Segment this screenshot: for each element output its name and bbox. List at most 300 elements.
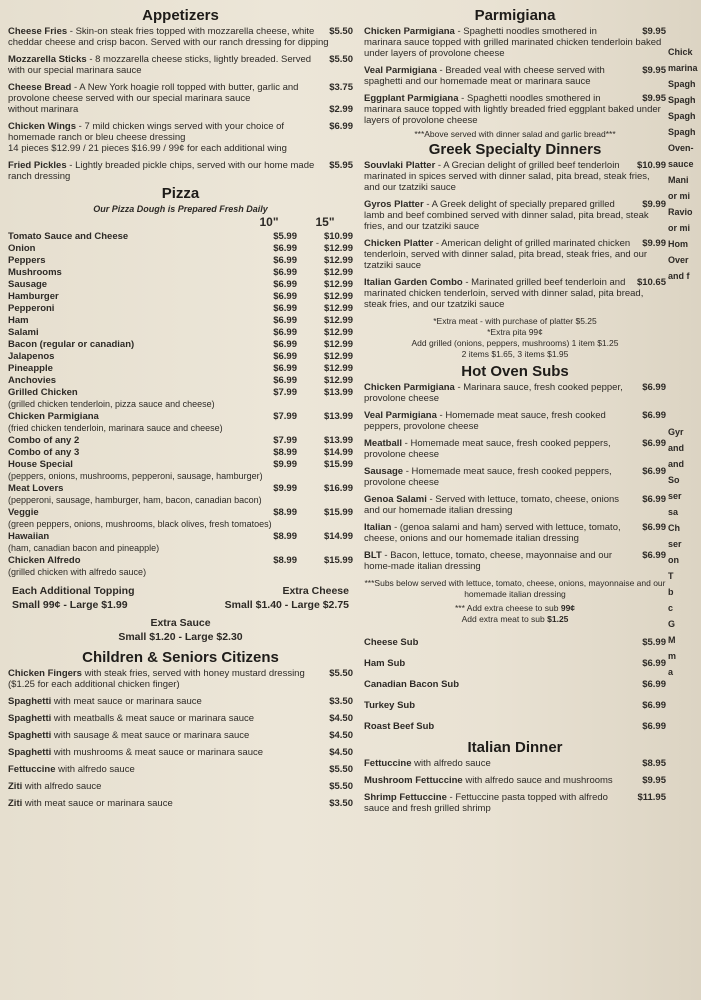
pizza-name: Hamburger	[8, 291, 59, 302]
extra-cheese-label: Extra Cheese	[282, 585, 349, 597]
subs-title: Hot Oven Subs	[461, 363, 569, 380]
pizza-note: (grilled chicken tenderloin, pizza sauce and cheese)	[8, 399, 215, 409]
pizza-price-15: $15.99	[323, 507, 353, 518]
grilled-add-price: $1.25	[597, 338, 619, 348]
extra-sauce-label: Extra Sauce	[150, 617, 211, 629]
italian-list	[364, 758, 666, 814]
pizza-price-10: $6.99	[273, 243, 297, 254]
item-price: $9.95	[642, 65, 666, 76]
item-name: Cheese Bread	[8, 82, 72, 93]
pizza-price-10: $6.99	[273, 363, 297, 374]
pizza-name: Salami	[8, 327, 39, 338]
pizza-size-header	[8, 217, 353, 228]
pizza-note: (grilled chicken with alfredo sauce)	[8, 567, 147, 577]
pizza-list	[8, 231, 353, 578]
item-description: - Homemade meat sauce, fresh cooked peppers, provolone cheese	[364, 438, 611, 460]
pizza-row	[8, 303, 353, 314]
item-price: $5.95	[329, 160, 353, 171]
item-price: $5.50	[329, 764, 353, 775]
item-description: - Breaded veal with cheese served with spaghetti and our homemade meat or marinara sauce	[364, 65, 605, 87]
item-description: - Homemade meat sauce, fresh cooked peppers, provolone cheese	[364, 410, 606, 432]
item-description: - (genoa salami and ham) served with lettuce, tomato, cheese, onions and our homemade italian dressing	[364, 522, 621, 544]
cutoff-text: and f	[668, 271, 690, 281]
pizza-row	[8, 339, 353, 350]
item-price: $6.99	[642, 438, 666, 449]
pizza-price-10: $6.99	[273, 279, 297, 290]
item-price: $6.99	[642, 410, 666, 421]
item-price: $6.99	[642, 522, 666, 533]
extra-meat-price: $5.25	[575, 316, 597, 326]
pizza-name: Sausage	[8, 279, 48, 290]
pizza-name: Veggie	[8, 507, 39, 518]
pizza-row	[8, 279, 353, 290]
item-price: $6.99	[642, 494, 666, 505]
pizza-price-15: $12.99	[323, 243, 353, 254]
add-cheese-label: *** Add extra cheese to sub	[454, 603, 559, 613]
cutoff-text: So	[668, 475, 680, 485]
cutoff-text: M	[668, 635, 676, 645]
sub-name: Cheese Sub	[364, 637, 419, 648]
pizza-name: Hawaiian	[8, 531, 50, 542]
item-price: $5.50	[329, 781, 353, 792]
pizza-price-15: $12.99	[323, 339, 353, 350]
item-description: with mushrooms & meat sauce or marinara sauce	[53, 747, 264, 758]
pizza-name: Pineapple	[8, 363, 53, 374]
sub-name: Ham Sub	[364, 658, 406, 669]
item-extra	[8, 143, 353, 154]
subs-note: ***Subs below served with lettuce, tomato, cheese, onions, mayonnaise and our homemade italian dressing	[364, 578, 666, 599]
sub-name: Canadian Bacon Sub	[364, 679, 460, 690]
cutoff-text: Spagh	[668, 111, 696, 121]
extra-cheese-prices: Small $1.40 - Large $2.75	[224, 599, 349, 611]
pizza-row	[8, 387, 353, 398]
size-15-label: 15"	[315, 215, 335, 229]
sub-row	[364, 637, 666, 648]
item-price: $4.50	[329, 713, 353, 724]
item-name: Shrimp Fettuccine	[364, 792, 447, 803]
item-name: Spaghetti	[8, 696, 52, 707]
item-description: with alfredo sauce and mushrooms	[465, 775, 613, 786]
sub-row	[364, 658, 666, 669]
item-description: - Spaghetti noodles smothered in marinara sauce topped with lightly breaded fried eggplant baked under layers of provolone cheese	[364, 93, 661, 126]
item-name: Souvlaki Platter	[364, 160, 436, 171]
item-description: with meat sauce or marinara sauce	[53, 696, 202, 707]
sub-price: $5.99	[642, 637, 666, 648]
sub-price: $6.99	[642, 721, 666, 732]
cutoff-text: Over	[668, 255, 689, 265]
item-price: $3.50	[329, 696, 353, 707]
pizza-name: Mushrooms	[8, 267, 62, 278]
menu-item	[8, 730, 353, 741]
pizza-row	[8, 435, 353, 446]
item-name: Gyros Platter	[364, 199, 424, 210]
extra-sauce-prices: Small $1.20 - Large $2.30	[118, 631, 243, 643]
item-name: Fettuccine	[8, 764, 56, 775]
pizza-price-15: $12.99	[323, 279, 353, 290]
children-title: Children & Seniors Citizens	[82, 649, 279, 666]
cutoff-text: T	[668, 571, 674, 581]
pizza-price-10: $7.99	[273, 435, 297, 446]
toppings-block	[8, 584, 353, 644]
pizza-price-15: $12.99	[323, 327, 353, 338]
item-name: Veal Parmigiana	[364, 410, 437, 421]
sub-price: $6.99	[642, 658, 666, 669]
pizza-price-10: $6.99	[273, 255, 297, 266]
menu-item	[364, 522, 666, 544]
menu-item	[364, 775, 666, 786]
menu-item	[8, 121, 353, 154]
menu-item	[8, 747, 353, 758]
item-extra-price: $2.99	[329, 104, 353, 115]
item-description: - Served with lettuce, tomato, cheese, onions and our homemade italian dressing	[364, 494, 620, 516]
parmigiana-title: Parmigiana	[474, 7, 556, 24]
extra-pita-price: 99¢	[528, 327, 543, 337]
item-extra-text: without marinara	[8, 104, 79, 115]
sub-row	[364, 721, 666, 732]
menu-item	[364, 238, 666, 271]
item-name: Veal Parmigiana	[364, 65, 437, 76]
item-price: $9.99	[642, 199, 666, 210]
pizza-name: Grilled Chicken	[8, 387, 78, 398]
cutoff-text: ser	[668, 539, 682, 549]
item-price: $8.95	[642, 758, 666, 769]
cutoff-text: Hom	[668, 239, 688, 249]
item-price: $5.50	[329, 26, 353, 37]
pizza-price-10: $9.99	[273, 483, 297, 494]
pizza-row	[8, 531, 353, 542]
topping-labels-row	[8, 584, 353, 598]
item-name: Spaghetti	[8, 747, 52, 758]
pizza-note: (green peppers, onions, mushrooms, black olives, fresh tomatoes)	[8, 519, 272, 529]
cutoff-text: Chick	[668, 47, 693, 57]
add-meat-price: $1.25	[547, 614, 569, 624]
pizza-name: Anchovies	[8, 375, 57, 386]
pizza-subtitle: Our Pizza Dough is Prepared Fresh Daily	[93, 204, 268, 214]
item-description: - 8 mozzarella cheese sticks, lightly breaded. Served with our special marinara sauce	[8, 54, 312, 76]
cutoff-text: Ravio	[668, 207, 693, 217]
pizza-row	[8, 363, 353, 374]
sub-price: $6.99	[642, 679, 666, 690]
item-price: $6.99	[642, 382, 666, 393]
pizza-price-15: $16.99	[323, 483, 353, 494]
topping-prices-row	[8, 598, 353, 612]
pizza-price-15: $15.99	[323, 459, 353, 470]
pizza-name: Bacon (regular or canadian)	[8, 339, 135, 350]
pizza-row	[8, 231, 353, 242]
pizza-row	[8, 447, 353, 458]
item-description: with meatballs & meat sauce or marinara sauce	[53, 713, 255, 724]
pizza-name: Jalapenos	[8, 351, 55, 362]
cutoff-text: sauce	[668, 159, 694, 169]
pizza-row	[8, 459, 353, 470]
sub-row	[364, 700, 666, 711]
pizza-price-15: $14.99	[323, 531, 353, 542]
extra-pita-label: *Extra pita	[487, 327, 527, 337]
pizza-price-15: $12.99	[323, 267, 353, 278]
item-name: Sausage	[364, 466, 404, 477]
cutoff-text: Ch	[668, 523, 680, 533]
item-extra-text: 14 pieces $12.99 / 21 pieces $16.99 / 99¢ for each additional wing	[8, 143, 287, 154]
item-price: $3.75	[329, 82, 353, 93]
pizza-price-10: $6.99	[273, 303, 297, 314]
pizza-name: Meat Lovers	[8, 483, 64, 494]
cutoff-text: G	[668, 619, 676, 629]
cutoff-text: and	[668, 459, 685, 469]
item-name: Fettuccine	[364, 758, 412, 769]
pizza-price-15: $13.99	[323, 387, 353, 398]
pizza-price-10: $9.99	[273, 459, 297, 470]
cutoff-text: or mi	[668, 223, 691, 233]
pizza-price-15: $10.99	[323, 231, 353, 242]
item-description: - A Grecian delight of grilled beef tenderloin marinated in spices served with dinner salad, pita bread, steak fries, and our tzatziki sauce	[364, 160, 650, 193]
pizza-price-15: $12.99	[323, 303, 353, 314]
pizza-row	[8, 375, 353, 386]
item-name: Chicken Fingers	[8, 668, 82, 679]
item-description: with alfredo sauce	[58, 764, 135, 775]
menu-item	[364, 494, 666, 516]
pizza-price-10: $6.99	[273, 327, 297, 338]
item-price: $10.65	[636, 277, 666, 288]
menu-item	[8, 668, 353, 690]
additional-topping-label: Each Additional Topping	[12, 585, 135, 597]
item-description: with alfredo sauce	[24, 781, 102, 792]
sub-name: Turkey Sub	[364, 700, 416, 711]
cutoff-text: m	[668, 651, 677, 661]
pizza-name: Pepperoni	[8, 303, 55, 314]
menu-item	[8, 696, 353, 707]
cutoff-text: sa	[668, 507, 679, 517]
item-name: Chicken Wings	[8, 121, 77, 132]
parmigiana-list	[364, 26, 666, 126]
item-extra	[8, 104, 353, 115]
item-description: - A New York hoagie roll topped with butter, garlic and provolone cheese served with our special marinara sauce	[8, 82, 299, 104]
pizza-row	[8, 291, 353, 302]
menu-item	[364, 199, 666, 232]
pizza-price-15: $12.99	[323, 315, 353, 326]
pizza-row	[8, 411, 353, 422]
menu-item	[8, 713, 353, 724]
item-price: $10.99	[636, 160, 666, 171]
pizza-row	[8, 243, 353, 254]
pizza-price-10: $6.99	[273, 315, 297, 326]
simple-subs-list	[364, 637, 666, 732]
pizza-price-15: $12.99	[323, 351, 353, 362]
cutoff-text: Spagh	[668, 79, 696, 89]
pizza-price-10: $7.99	[273, 411, 297, 422]
item-name: Italian Garden Combo	[364, 277, 463, 288]
pizza-price-15: $13.99	[323, 411, 353, 422]
cutoff-text: on	[668, 555, 679, 565]
item-description: - Skin-on steak fries topped with mozzarella cheese, white cheddar cheese and crisp bacon. Served with our ranch dressing for dipping	[8, 26, 329, 48]
pizza-price-10: $8.99	[273, 507, 297, 518]
item-price: $9.95	[642, 775, 666, 786]
menu-item	[364, 65, 666, 87]
item-name: Ziti	[8, 798, 23, 809]
cutoff-text: Gyr	[668, 427, 684, 437]
item-description: with sausage & meat sauce or marinara sauce	[53, 730, 250, 741]
add-cheese-price: 99¢	[560, 603, 576, 613]
item-name: Mozzarella Sticks	[8, 54, 87, 65]
item-description: - Spaghetti noodles smothered in marinara sauce topped with grilled marinated chicken tenderloin baked under layers of provolone cheese	[364, 26, 662, 59]
cutoff-text: c	[668, 603, 674, 613]
pizza-row	[8, 255, 353, 266]
pizza-price-10: $6.99	[273, 375, 297, 386]
menu-item	[8, 764, 353, 775]
item-name: Italian	[364, 522, 392, 533]
pizza-row	[8, 555, 353, 566]
pizza-price-15: $13.99	[323, 435, 353, 446]
cutoff-text: Oven-	[668, 143, 694, 153]
menu-item	[364, 382, 666, 404]
item-name: Meatball	[364, 438, 403, 449]
menu-item	[364, 550, 666, 572]
pizza-price-15: $12.99	[323, 375, 353, 386]
cutoff-text: Spagh	[668, 95, 696, 105]
item-price: $6.99	[329, 121, 353, 132]
menu-item	[364, 792, 666, 814]
pizza-row	[8, 267, 353, 278]
item-description: - American delight of grilled marinated chicken tenderloin, served with dinner salad, pita bread, steak fries, and our tzatziki sauce	[364, 238, 648, 271]
pizza-price-15: $12.99	[323, 363, 353, 374]
item-price: $9.95	[642, 26, 666, 37]
pizza-price-15: $12.99	[323, 255, 353, 266]
pizza-name: Tomato Sauce and Cheese	[8, 231, 129, 242]
item-name: Fried Pickles	[8, 160, 67, 171]
pizza-price-10: $8.99	[273, 447, 297, 458]
item-description: with meat sauce or marinara sauce	[24, 798, 173, 809]
menu-item	[8, 26, 353, 48]
pizza-name: Chicken Parmigiana	[8, 411, 99, 422]
menu-item	[8, 781, 353, 792]
add-meat-label: Add extra meat to sub	[461, 614, 545, 624]
right-fragments-lower	[668, 424, 701, 680]
item-description: - Marinara sauce, fresh cooked pepper, provolone cheese	[364, 382, 623, 404]
item-price: $4.50	[329, 730, 353, 741]
additional-topping-prices: Small 99¢ - Large $1.99	[12, 599, 128, 611]
menu-item	[8, 160, 353, 182]
item-price: $9.95	[642, 93, 666, 104]
cutoff-text: Mani	[668, 175, 689, 185]
cutoff-text: a	[668, 667, 674, 677]
item-name: Chicken Parmigiana	[364, 26, 455, 37]
cutoff-text: marina	[668, 63, 698, 73]
cutoff-text: or mi	[668, 191, 691, 201]
pizza-name: Onion	[8, 243, 36, 254]
pizza-price-15: $14.99	[323, 447, 353, 458]
menu-item	[364, 277, 666, 310]
subs-note-block	[364, 578, 666, 625]
item-price: $6.99	[642, 466, 666, 477]
pizza-price-10: $5.99	[273, 231, 297, 242]
pizza-title: Pizza	[161, 185, 200, 202]
pizza-price-15: $12.99	[323, 291, 353, 302]
pizza-price-15: $15.99	[323, 555, 353, 566]
pizza-note: (peppers, onions, mushrooms, pepperoni, sausage, hamburger)	[8, 471, 263, 481]
middle-column	[364, 8, 666, 820]
item-price: $9.99	[642, 238, 666, 249]
item-name: Mushroom Fettuccine	[364, 775, 463, 786]
item-name: Chicken Platter	[364, 238, 434, 249]
pizza-row	[8, 507, 353, 518]
item-description: - A Greek delight of specially prepared grilled lamb and beef combined served with dinner salad, pita bread, steak fries, and our tzatziki sauce	[364, 199, 649, 232]
menu-item	[364, 466, 666, 488]
pizza-row	[8, 315, 353, 326]
pizza-name: House Special	[8, 459, 73, 470]
pizza-name: Combo of any 2	[8, 435, 80, 446]
pizza-name: Combo of any 3	[8, 447, 80, 458]
item-price: $5.50	[329, 54, 353, 65]
pizza-price-10: $6.99	[273, 291, 297, 302]
cutoff-text: ser	[668, 491, 682, 501]
item-description: with steak fries, served with honey mustard dressing	[84, 668, 305, 679]
pizza-name: Ham	[8, 315, 29, 326]
subs-list	[364, 382, 666, 572]
item-name: Chicken Parmigiana	[364, 382, 455, 393]
item-name: BLT	[364, 550, 382, 561]
item-description: - Bacon, lettuce, tomato, cheese, mayonnaise and our home-made italian dressing	[364, 550, 613, 572]
item-extra	[8, 679, 353, 690]
item-name: Genoa Salami	[364, 494, 427, 505]
pizza-price-10: $6.99	[273, 339, 297, 350]
item-description: - Fettuccine pasta topped with alfredo sauce and fresh grilled shrimp	[364, 792, 608, 814]
appetizers-title: Appetizers	[142, 7, 219, 24]
menu-item	[8, 82, 353, 115]
cutoff-text: b	[668, 587, 674, 597]
size-10-label: 10"	[259, 215, 279, 229]
menu-item	[364, 410, 666, 432]
menu-item	[364, 438, 666, 460]
pizza-price-10: $6.99	[273, 351, 297, 362]
menu-item	[8, 798, 353, 809]
item-name: Eggplant Parmigiana	[364, 93, 459, 104]
cutoff-text: Spagh	[668, 127, 696, 137]
pizza-name: Peppers	[8, 255, 46, 266]
item-name: Spaghetti	[8, 730, 52, 741]
sub-price: $6.99	[642, 700, 666, 711]
item-description: - Marinated grilled beef tenderloin and marinated chicken tenderloin, served with dinner salad, pita bread, steak fries, and our tzatziki sauce	[364, 277, 644, 310]
pizza-price-10: $8.99	[273, 531, 297, 542]
greek-title: Greek Specialty Dinners	[428, 141, 602, 158]
cutoff-text: and	[668, 443, 685, 453]
pizza-price-10: $7.99	[273, 387, 297, 398]
italian-title: Italian Dinner	[467, 739, 563, 756]
sub-row	[364, 679, 666, 690]
item-description: with alfredo sauce	[414, 758, 491, 769]
item-price: $6.99	[642, 550, 666, 561]
pizza-price-10: $8.99	[273, 555, 297, 566]
right-fragments-upper	[668, 44, 701, 284]
menu-item	[364, 758, 666, 769]
item-name: Spaghetti	[8, 713, 52, 724]
pizza-note: (fried chicken tenderloin, marinara sauce and cheese)	[8, 423, 223, 433]
item-extra-text: ($1.25 for each additional chicken finger)	[8, 679, 180, 690]
parmigiana-note: ***Above served with dinner salad and garlic bread***	[414, 129, 616, 139]
extra-meat-label: *Extra meat - with purchase of platter	[433, 316, 574, 326]
menu-item	[364, 93, 666, 126]
pizza-price-10: $6.99	[273, 267, 297, 278]
item-description: - 7 mild chicken wings served with your choice of homemade ranch or bleu cheese dressing	[8, 121, 285, 143]
appetizers-list	[8, 26, 353, 182]
menu-item	[364, 26, 666, 59]
pizza-note: (ham, canadian bacon and pineapple)	[8, 543, 160, 553]
left-column	[8, 8, 353, 815]
pizza-row	[8, 351, 353, 362]
item-price: $3.50	[329, 798, 353, 809]
item-name: Cheese Fries	[8, 26, 68, 37]
item-description: - Lightly breaded pickle chips, served with our home made ranch dressing	[8, 160, 315, 182]
item-description: - Homemade meat sauce, fresh cooked peppers, provolone cheese	[364, 466, 612, 488]
menu-item	[8, 54, 353, 76]
